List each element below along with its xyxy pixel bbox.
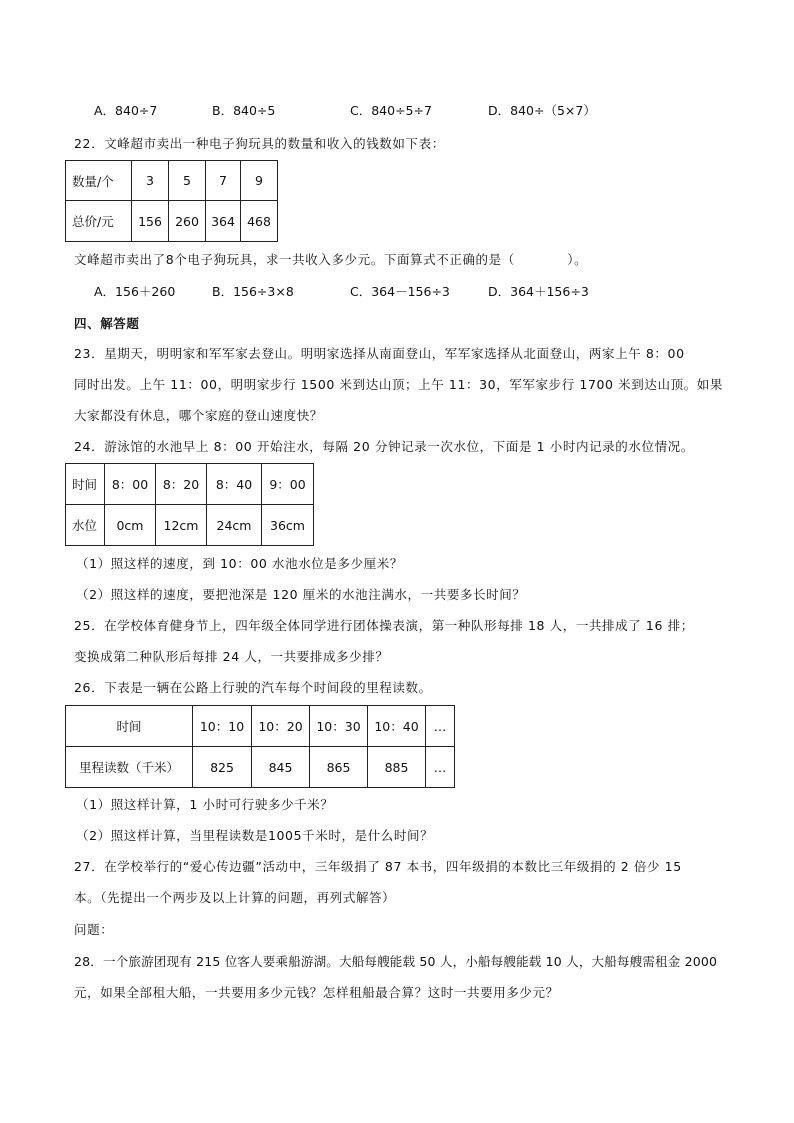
q26-sub-2: （2）照这样计算，当里程读数是1005千米时，是什么时间？ [76, 828, 434, 843]
q26-cell-ellipsis: … [426, 706, 455, 747]
q26-row-odometer [66, 747, 455, 788]
q22-cell: 5 [169, 161, 206, 201]
section-title: 四、解答题 [74, 316, 140, 331]
q22-cell: 468 [241, 201, 278, 242]
q24-cell: 36cm [262, 505, 314, 546]
q26-cell: 845 [252, 747, 310, 788]
q24-cell: 8：40 [207, 464, 262, 505]
q26-cell: 10：10 [193, 706, 252, 747]
q26-sub-1: （1）照这样计算，1 小时可行驶多少千米？ [76, 797, 334, 812]
q26-cell-ellipsis: … [426, 747, 455, 788]
q24-row-level [66, 505, 314, 546]
q26-cell: 885 [368, 747, 426, 788]
q22-cell: 3 [132, 161, 169, 201]
q26-cell: 825 [193, 747, 252, 788]
q27-prompt: 问题： [74, 922, 114, 937]
q22-cell: 7 [206, 161, 241, 201]
q22-stem: 22．文峰超市卖出一种电子狗玩具的数量和收入的钱数如下表： [74, 136, 445, 151]
q24-cell: 8：00 [105, 464, 156, 505]
q22-cell: 260 [169, 201, 206, 242]
q22-cell: 9 [241, 161, 278, 201]
q24-header-level: 水位 [66, 505, 105, 546]
q22-option-d: D．364＋156÷3 [488, 284, 589, 299]
q27-line-2: 本。（先提出一个两步及以上计算的问题，再列式解答） [74, 890, 396, 905]
q21-option-c: C．840÷5÷7 [350, 103, 432, 118]
q26-row-time [66, 706, 455, 747]
q22-cell: 156 [132, 201, 169, 242]
q26-cell: 865 [310, 747, 368, 788]
q22-header-quantity: 数量/个 [66, 161, 132, 201]
q22-table [65, 160, 278, 242]
q24-table [65, 463, 314, 546]
q24-stem: 24．游泳馆的水池早上 8：00 开始注水，每隔 20 分钟记录一次水位，下面是 1 小时内记录的水位情况。 [74, 439, 694, 454]
q22-option-c: C．364－156÷3 [350, 284, 450, 299]
q23-line-3: 大家都没有休息，哪个家庭的登山速度快？ [74, 408, 323, 423]
q26-header-odometer: 里程读数（千米） [66, 747, 193, 788]
q26-header-time: 时间 [66, 706, 193, 747]
q21-option-b: B．840÷5 [212, 103, 276, 118]
q25-line-2: 变换成第二种队形后每排 24 人，一共要排成多少排？ [74, 649, 389, 664]
q21-option-d: D．840÷（5×7） [488, 103, 596, 118]
q22-row-price [66, 201, 278, 242]
q25-line-1: 25．在学校体育健身节上，四年级全体同学进行团体操表演，第一种队形每排 18 人，一共排成了 16 排； [74, 618, 694, 633]
q22-cell: 364 [206, 201, 241, 242]
q26-cell: 10：20 [252, 706, 310, 747]
q24-cell: 8：20 [156, 464, 207, 505]
q24-row-time [66, 464, 314, 505]
q22-header-price: 总价/元 [66, 201, 132, 242]
q26-stem: 26．下表是一辆在公路上行驶的汽车每个时间段的里程读数。 [74, 680, 432, 695]
q24-cell: 24cm [207, 505, 262, 546]
q28-line-2: 元，如果全部租大船，一共要用多少元钱？怎样租船最合算？这时一共要用多少元？ [74, 985, 559, 1000]
q23-line-2: 同时出发。上午 11：00，明明家步行 1500 米到达山顶；上午 11：30，军军家步行 1700 米到达山顶。如果 [74, 377, 723, 392]
q23-line-1: 23．星期天，明明家和军军家去登山。明明家选择从南面登山，军军家选择从北面登山，两家上午 8：00 [74, 346, 685, 361]
q27-line-1: 27．在学校举行的“爱心传边疆”活动中，三年级捐了 87 本书，四年级捐的本数比三年级捐的 2 倍少 15 [74, 859, 682, 874]
q22-question: 文峰超市卖出了8个电子狗玩具，求一共收入多少元。下面算式不正确的是（ ）。 [74, 252, 588, 267]
q22-option-a: A．156＋260 [94, 284, 176, 299]
q24-cell: 12cm [156, 505, 207, 546]
q24-cell: 0cm [105, 505, 156, 546]
q24-sub-2: （2）照这样的速度，要把池深是 120 厘米的水池注满水，一共要多长时间？ [76, 587, 526, 602]
q26-cell: 10：40 [368, 706, 426, 747]
q26-table [65, 705, 455, 788]
q24-header-time: 时间 [66, 464, 105, 505]
q22-row-quantity [66, 161, 278, 201]
q24-cell: 9：00 [262, 464, 314, 505]
q24-sub-1: （1）照这样的速度，到 10：00 水池水位是多少厘米？ [76, 556, 404, 571]
q21-option-a: A．840÷7 [94, 103, 158, 118]
q22-option-b: B．156÷3×8 [212, 284, 294, 299]
q26-cell: 10：30 [310, 706, 368, 747]
q28-line-1: 28．一个旅游团现有 215 位客人要乘船游湖。大船每艘能载 50 人，小船每艘能载 10 人，大船每艘需租金 2000 [74, 954, 718, 969]
